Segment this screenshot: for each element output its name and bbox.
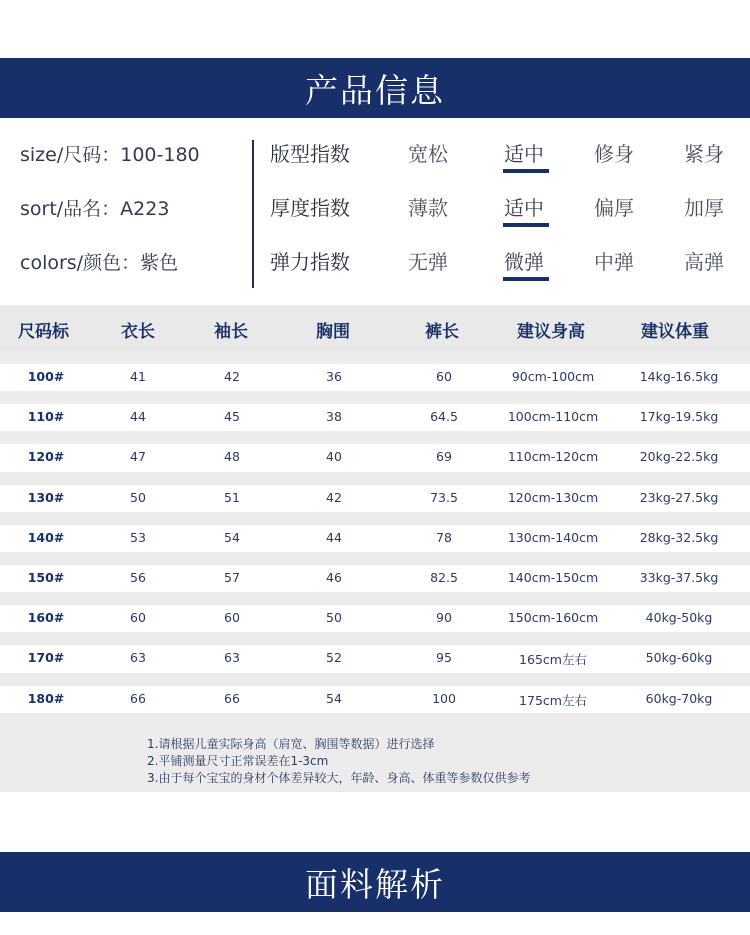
info-divider: [252, 140, 254, 288]
table-cell: 40: [326, 449, 342, 465]
table-cell: 66: [224, 690, 240, 706]
table-cell: 64.5: [430, 409, 458, 425]
elasticity-index-title: 弹力指数: [270, 250, 350, 274]
table-cell: 110#: [27, 409, 65, 425]
thickness-index-title: 厚度指数: [270, 196, 350, 220]
elasticity-selected-underline: [503, 277, 549, 281]
table-cell: 38: [326, 409, 342, 425]
row-separator: [0, 431, 750, 444]
row-separator: [0, 512, 750, 525]
table-cell: 140#: [27, 529, 65, 545]
fit-option-selected: 适中: [504, 142, 544, 166]
row-separator: [0, 391, 750, 404]
table-cell: 23kg-27.5kg: [639, 489, 719, 505]
sort-info: sort/品名：A223: [20, 198, 170, 220]
table-cell: 170#: [27, 650, 65, 666]
row-separator: [0, 472, 750, 485]
table-cell: 46: [326, 570, 342, 585]
table-cell: 44: [130, 409, 146, 425]
table-cell: 42: [224, 369, 240, 384]
header-length: 衣长: [121, 322, 155, 342]
note-item: 3.由于每个宝宝的身材个体差异较大，年龄、身高、体重等参数仅供参考: [147, 771, 531, 785]
elasticity-option-selected: 微弹: [504, 250, 544, 274]
header-size-label: 尺码标: [18, 322, 69, 342]
section-title-product-info: 产品信息: [0, 58, 750, 118]
table-cell: 120cm-130cm: [507, 489, 599, 505]
table-cell: 17kg-19.5kg: [639, 409, 719, 425]
fit-index-title: 版型指数: [270, 142, 350, 166]
table-cell: 42: [326, 489, 342, 505]
elasticity-option: 中弹: [594, 250, 634, 274]
table-row: [0, 409, 750, 429]
table-cell: 180#: [27, 690, 65, 706]
table-cell: 63: [130, 650, 146, 666]
table-cell: 28kg-32.5kg: [639, 529, 719, 545]
thickness-option: 偏厚: [594, 196, 634, 220]
table-cell: 60: [224, 610, 240, 626]
table-cell: 14kg-16.5kg: [639, 369, 719, 384]
row-separator: [0, 351, 750, 364]
table-row: [0, 530, 750, 550]
table-cell: 50: [130, 489, 146, 505]
fit-selected-underline: [503, 169, 549, 173]
fit-option: 紧身: [684, 142, 724, 166]
thickness-option: 薄款: [408, 196, 448, 220]
table-cell: 100: [432, 690, 456, 706]
table-cell: 20kg-22.5kg: [639, 449, 719, 465]
fit-index: [270, 138, 740, 178]
table-cell: 33kg-37.5kg: [639, 570, 719, 585]
header-sleeve: 袖长: [214, 322, 248, 342]
table-cell: 160#: [27, 610, 65, 626]
table-cell: 36: [326, 369, 342, 384]
table-cell: 120#: [27, 449, 65, 465]
table-cell: 140cm-150cm: [507, 570, 599, 585]
table-cell: 69: [436, 449, 452, 465]
elasticity-index: [270, 246, 740, 286]
fit-option: 宽松: [408, 142, 448, 166]
section-title-fabric-analysis: 面料解析: [0, 852, 750, 912]
table-cell: 57: [224, 570, 240, 585]
elasticity-option: 高弹: [684, 250, 724, 274]
table-cell: 56: [130, 570, 146, 585]
header-suggested-height: 建议身高: [517, 322, 585, 342]
note-item: 2.平铺测量尺寸正常误差在1-3cm: [147, 754, 329, 768]
table-row: [0, 610, 750, 630]
table-cell: 90: [436, 610, 452, 626]
table-row: [0, 650, 750, 670]
header-pants-length: 裤长: [425, 322, 459, 342]
product-info-block: [0, 118, 750, 305]
table-cell: 54: [326, 690, 342, 706]
table-row: [0, 449, 750, 469]
table-cell: 50: [326, 610, 342, 626]
table-cell: 73.5: [430, 489, 458, 505]
fit-option: 修身: [594, 142, 634, 166]
table-cell: 44: [326, 529, 342, 545]
table-cell: 63: [224, 650, 240, 666]
thickness-option-selected: 适中: [504, 196, 544, 220]
table-cell: 130#: [27, 489, 65, 505]
table-cell: 51: [224, 489, 240, 505]
table-cell: 130cm-140cm: [507, 529, 599, 545]
size-table-header: [0, 305, 750, 351]
header-suggested-weight: 建议体重: [641, 322, 709, 342]
table-cell: 100#: [27, 369, 65, 384]
table-cell: 47: [130, 449, 146, 465]
row-separator: [0, 552, 750, 565]
table-cell: 54: [224, 529, 240, 545]
table-cell: 175cm左右: [519, 692, 587, 708]
table-cell: 82.5: [430, 570, 458, 585]
table-cell: 78: [436, 529, 452, 545]
color-info: colors/颜色：紫色: [20, 252, 179, 274]
note-item: 1.请根据儿童实际身高（肩宽、胸围等数据）进行选择: [147, 737, 435, 751]
thickness-selected-underline: [503, 223, 549, 227]
row-separator: [0, 592, 750, 605]
table-cell: 53: [130, 529, 146, 545]
row-separator: [0, 632, 750, 645]
table-row: [0, 691, 750, 711]
elasticity-option: 无弹: [408, 250, 448, 274]
table-cell: 45: [224, 409, 240, 425]
size-notes: [0, 722, 750, 792]
table-cell: 60kg-70kg: [645, 690, 713, 706]
size-info: size/尺码：100-180: [20, 144, 200, 166]
table-cell: 48: [224, 449, 240, 465]
table-cell: 40kg-50kg: [645, 610, 713, 626]
table-cell: 90cm-100cm: [511, 369, 595, 384]
table-row: [0, 570, 750, 590]
table-cell: 60: [130, 610, 146, 626]
row-separator: [0, 673, 750, 686]
thickness-option: 加厚: [684, 196, 724, 220]
table-row: [0, 490, 750, 510]
header-chest: 胸围: [316, 322, 350, 342]
table-cell: 165cm左右: [519, 652, 587, 668]
table-cell: 95: [436, 650, 452, 666]
table-cell: 66: [130, 690, 146, 706]
table-cell: 150cm-160cm: [507, 610, 599, 626]
table-cell: 50kg-60kg: [645, 650, 713, 666]
table-cell: 150#: [27, 570, 65, 585]
table-cell: 100cm-110cm: [507, 409, 599, 425]
table-row: [0, 369, 750, 389]
thickness-index: [270, 192, 740, 232]
table-cell: 110cm-120cm: [507, 449, 599, 465]
table-cell: 60: [436, 369, 452, 384]
table-cell: 41: [130, 369, 146, 384]
table-cell: 52: [326, 650, 342, 666]
